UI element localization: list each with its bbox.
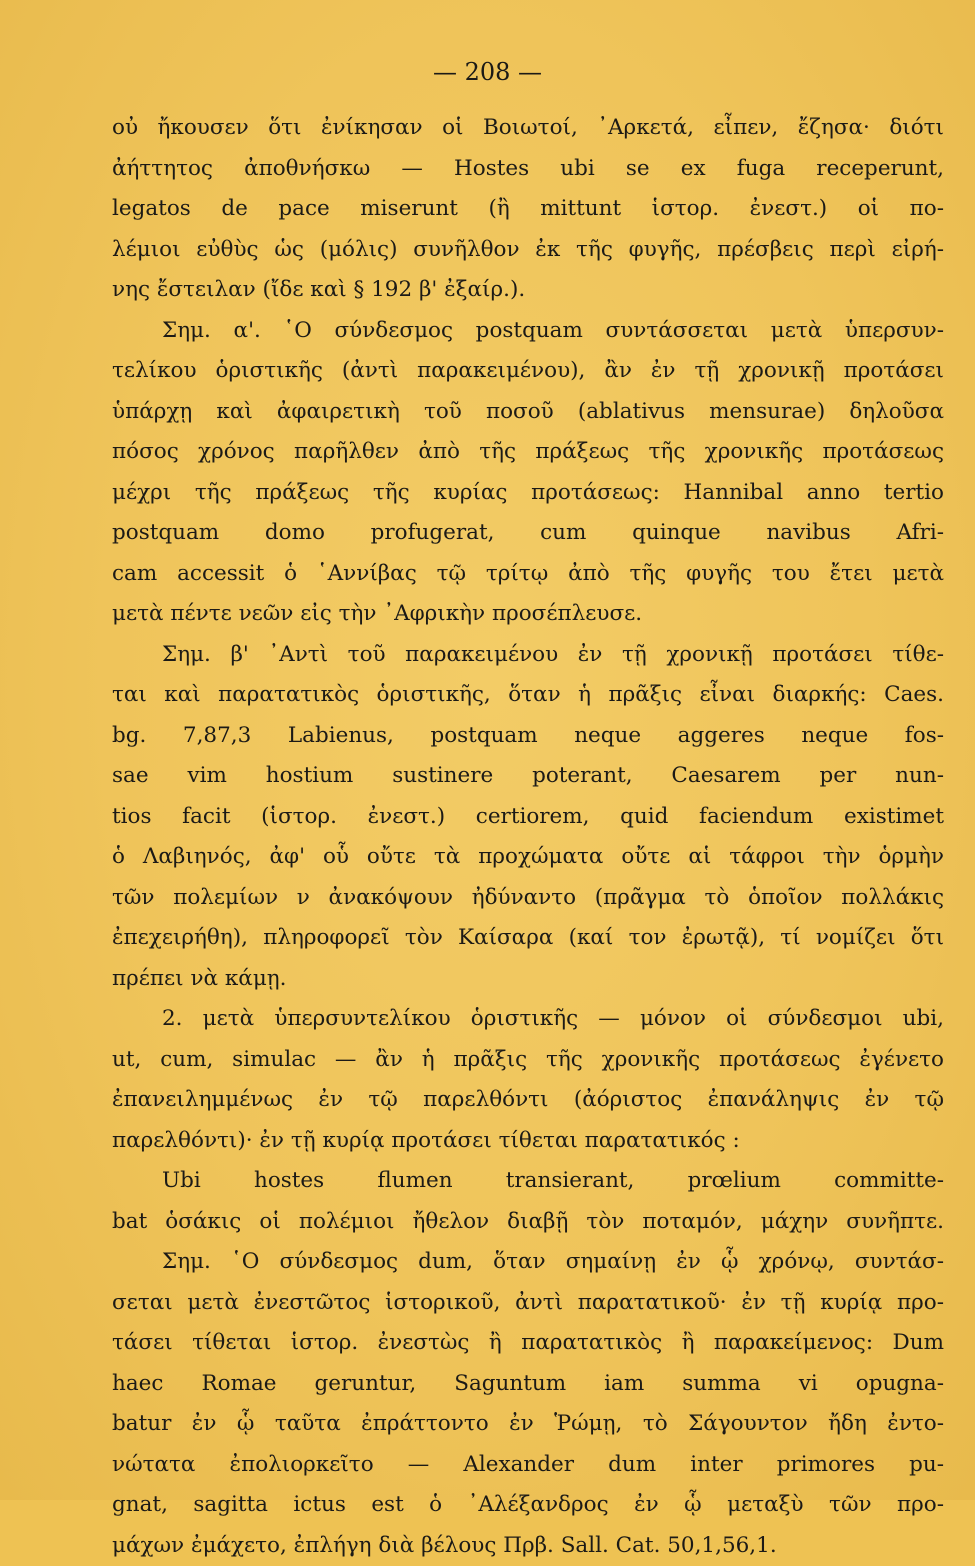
text-line: σεται μετὰ ἐνεστῶτος ἱστορικοῦ, ἀντὶ παρατατικοῦ· ἐν τῇ κυρίᾳ προ-: [112, 1283, 944, 1324]
text-line: legatos de pace miserunt (ἢ mittunt ἱστορ. ἐνεστ.) οἱ πο-: [112, 189, 944, 230]
text-line: νώτατα ἐπολιορκεῖτο — Alexander dum inter primores pu-: [112, 1445, 944, 1486]
text-line: ἀήττητος ἀποθνήσκω — Hostes ubi se ex fuga receperunt,: [112, 149, 944, 190]
text-line: batur ἐν ᾧ ταῦτα ἐπράττοντο ἐν Ῥώμῃ, τὸ Σάγουντον ἤδη ἐντο-: [112, 1404, 944, 1445]
text-line: haec Romae geruntur, Saguntum iam summa vi opugna-: [112, 1364, 944, 1405]
text-line: cam accessit ὁ ῾Αννίβας τῷ τρίτῳ ἀπὸ τῆς φυγῆς του ἔτει μετὰ: [112, 554, 944, 595]
page-body-text: [112, 108, 944, 1566]
page-number: — 208 —: [0, 58, 975, 86]
text-line: postquam domo profugerat, cum quinque navibus Afri-: [112, 513, 944, 554]
text-line: τάσει τίθεται ἱστορ. ἐνεστὼς ἢ παρατατικὸς ἢ παρακείμενος: Dum: [112, 1323, 944, 1364]
text-line: μέχρι τῆς πράξεως τῆς κυρίας προτάσεως: Hannibal anno tertio: [112, 473, 944, 514]
text-line: τῶν πολεμίων ν ἀνακόψουν ἠδύναντο (πρᾶγμα τὸ ὁποῖον πολλάκις: [112, 878, 944, 919]
text-line: 2. μετὰ ὑπερσυντελίκου ὁριστικῆς — μόνον οἱ σύνδεσμοι ubi,: [112, 999, 944, 1040]
text-line: bat ὁσάκις οἱ πολέμιοι ἤθελον διαβῇ τὸν ποταμόν, μάχην συνῆπτε.: [112, 1202, 944, 1243]
text-line: τελίκου ὁριστικῆς (ἀντὶ παρακειμένου), ἂν ἐν τῇ χρονικῇ προτάσει: [112, 351, 944, 392]
text-line: ὁ Λαβιηνός, ἀφ' οὗ οὔτε τὰ προχώματα οὔτε αἱ τάφροι τὴν ὁρμὴν: [112, 837, 944, 878]
text-line: sae vim hostium sustinere poterant, Caesarem per nun-: [112, 756, 944, 797]
text-line: ἐπεχειρήθη), πληροφορεῖ τὸν Καίσαρα (καί τον ἐρωτᾷ), τί νομίζει ὅτι: [112, 918, 944, 959]
text-line: μάχων ἐμάχετο, ἐπλήγη διὰ βέλους Πρβ. Sall. Cat. 50,1,56,1.: [112, 1526, 944, 1566]
text-line: ται καὶ παρατατικὸς ὁριστικῆς, ὅταν ἡ πρᾶξις εἶναι διαρκής: Caes.: [112, 675, 944, 716]
text-line: Ubi hostes flumen transierant, prœlium committe-: [112, 1161, 944, 1202]
text-line: παρελθόντι)· ἐν τῇ κυρίᾳ προτάσει τίθεται παρατατικός :: [112, 1121, 944, 1162]
text-line: Σημ. α'. ῾Ο σύνδεσμος postquam συντάσσεται μετὰ ὑπερσυν-: [112, 311, 944, 352]
text-line: ut, cum, simulac — ἂν ἡ πρᾶξις τῆς χρονικῆς προτάσεως ἐγένετο: [112, 1040, 944, 1081]
text-line: πρέπει νὰ κάμῃ.: [112, 959, 944, 1000]
text-line: λέμιοι εὐθὺς ὡς (μόλις) συνῆλθον ἐκ τῆς φυγῆς, πρέσβεις περὶ εἰρή-: [112, 230, 944, 271]
text-line: bg. 7,87,3 Labienus, postquam neque aggeres neque fos-: [112, 716, 944, 757]
text-line: οὐ ἤκουσεν ὅτι ἐνίκησαν οἱ Βοιωτοί, ᾿Αρκετά, εἶπεν, ἔζησα· διότι: [112, 108, 944, 149]
text-line: gnat, sagitta ictus est ὁ ᾿Αλέξανδρος ἐν ᾧ μεταξὺ τῶν προ-: [112, 1485, 944, 1526]
text-line: ἐπανειλημμένως ἐν τῷ παρελθόντι (ἀόριστος ἐπανάληψις ἐν τῷ: [112, 1080, 944, 1121]
text-line: tios facit (ἱστορ. ἐνεστ.) certiorem, quid faciendum existimet: [112, 797, 944, 838]
text-line: ὑπάρχῃ καὶ ἀφαιρετικὴ τοῦ ποσοῦ (ablativus mensurae) δηλοῦσα: [112, 392, 944, 433]
text-line: νης ἔστειλαν (ἴδε καὶ § 192 β' ἐξαίρ.).: [112, 270, 944, 311]
text-line: Σημ. ῾Ο σύνδεσμος dum, ὅταν σημαίνῃ ἐν ᾧ χρόνῳ, συντάσ-: [112, 1242, 944, 1283]
text-line: μετὰ πέντε νεῶν εἰς τὴν ᾿Αφρικὴν προσέπλευσε.: [112, 594, 944, 635]
text-line: Σημ. β' ᾿Αντὶ τοῦ παρακειμένου ἐν τῇ χρονικῇ προτάσει τίθε-: [112, 635, 944, 676]
text-line: πόσος χρόνος παρῆλθεν ἀπὸ τῆς πράξεως τῆς χρονικῆς προτάσεως: [112, 432, 944, 473]
